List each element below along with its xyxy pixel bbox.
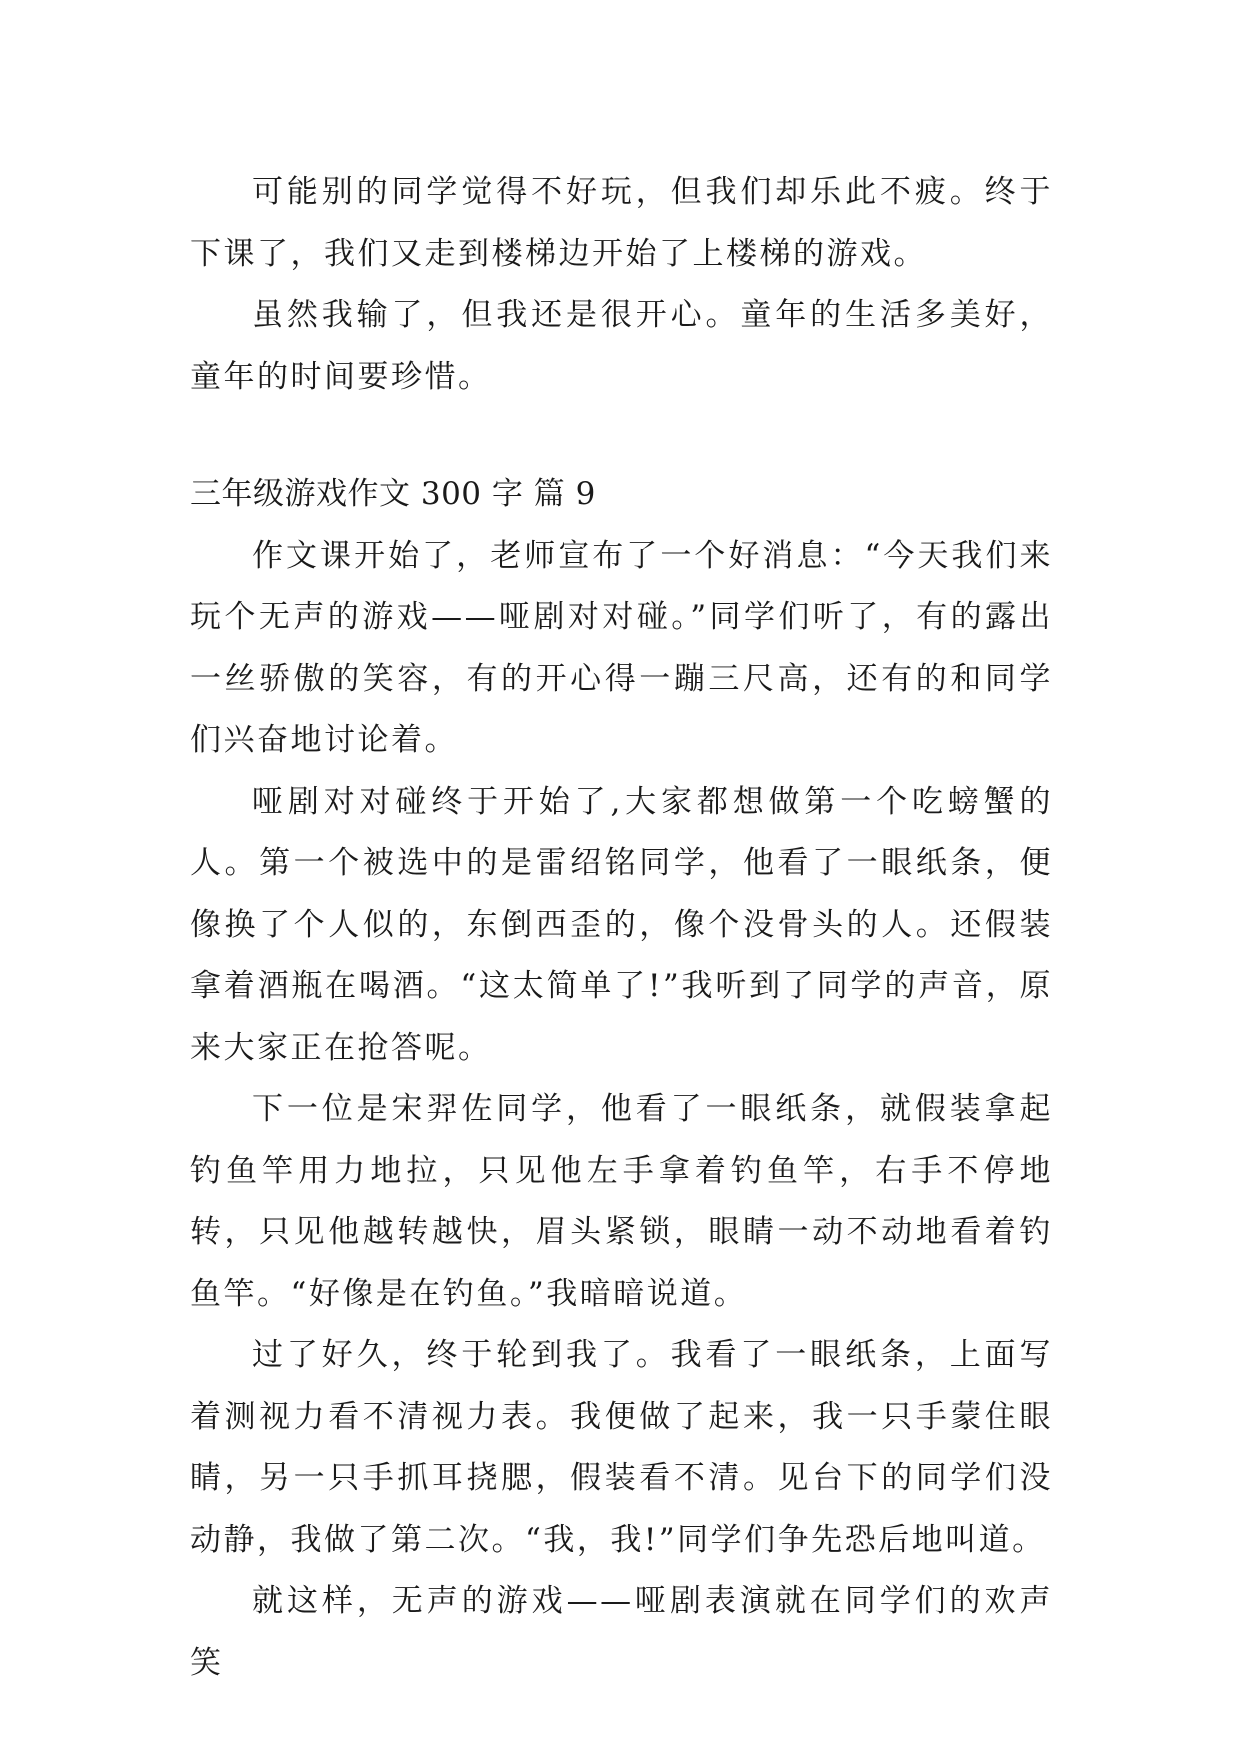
paragraph: 过了好久，终于轮到我了。我看了一眼纸条，上面写着测视力看不清视力表。我便做了起来，我一只手蒙住眼睛，另一只手抓耳挠腮，假装看不清。见台下的同学们没动静，我做了第二次。“我，我!”同学们争先恐后地叫道。 (190, 1337, 1053, 1558)
document-body (190, 162, 1053, 1694)
paragraph: 虽然我输了，但我还是很开心。童年的生活多美好，童年的时间要珍惜。 (190, 297, 1053, 395)
paragraph: 哑剧对对碰终于开始了,大家都想做第一个吃螃蟹的人。第一个被选中的是雷绍铭同学，他看了一眼纸条，便像换了个人似的，东倒西歪的，像个没骨头的人。还假装拿着酒瓶在喝酒。“这太简单了!”我听到了同学的声音，原来大家正在抢答呢。 (190, 783, 1053, 1066)
paragraph: 作文课开始了，老师宣布了一个好消息：“今天我们来玩个无声的游戏——哑剧对对碰。”同学们听了，有的露出一丝骄傲的笑容，有的开心得一蹦三尺高，还有的和同学们兴奋地讨论着。 (190, 537, 1053, 758)
paragraph: 下一位是宋羿佐同学，他看了一眼纸条，就假装拿起钓鱼竿用力地拉，只见他左手拿着钓鱼竿，右手不停地转，只见他越转越快，眉头紧锁，眼睛一动不动地看着钓鱼竿。“好像是在钓鱼。”我暗暗说道。 (190, 1091, 1053, 1312)
paragraph: 可能别的同学觉得不好玩，但我们却乐此不疲。终于下课了，我们又走到楼梯边开始了上楼梯的游戏。 (190, 174, 1053, 272)
section-heading: 三年级游戏作文 300 字 篇 9 (190, 476, 596, 512)
paragraph: 就这样，无声的游戏——哑剧表演就在同学们的欢声笑 (190, 1583, 1053, 1681)
